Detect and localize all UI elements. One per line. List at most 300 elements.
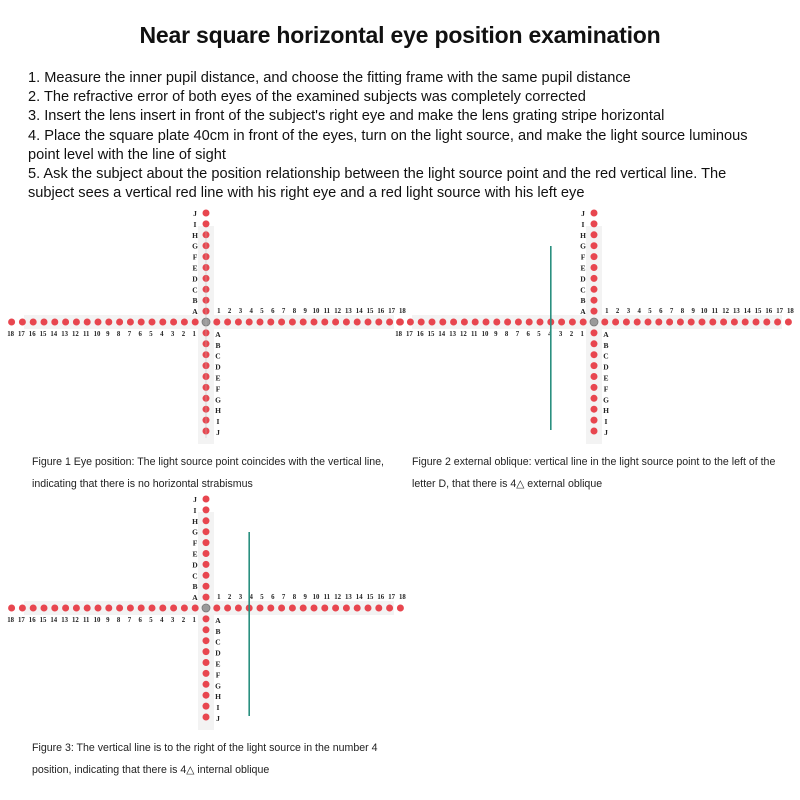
scale-label-number: 16	[377, 594, 385, 601]
scale-dot	[278, 605, 285, 612]
scale-dot	[666, 319, 673, 326]
scale-label-number: 11	[323, 594, 331, 601]
scale-label-number: 9	[691, 308, 695, 315]
scale-label-number: 12	[334, 594, 341, 601]
instruction-step: 2. The refractive error of both eyes of the examined subjects was completely corrected	[28, 89, 586, 106]
scale-label-letter: E	[192, 549, 198, 559]
scale-dot	[181, 319, 188, 326]
scale-label-number: 9	[106, 617, 110, 624]
scale-dot	[429, 319, 436, 326]
scale-dot	[159, 319, 166, 326]
scale-dot	[203, 615, 210, 622]
scale-dot	[41, 605, 48, 612]
scale-label-number: 15	[366, 308, 374, 315]
scale-dot	[203, 220, 210, 227]
scale-dot	[591, 242, 598, 249]
scale-label-number: 7	[127, 331, 132, 338]
scale-dot	[138, 319, 145, 326]
scale-label-letter: I	[216, 703, 220, 713]
scale-label-letter: H	[192, 230, 198, 240]
scale-dot	[688, 319, 695, 326]
scale-dot	[192, 319, 199, 326]
scale-dot	[181, 605, 188, 612]
scale-label-letter: I	[604, 417, 608, 427]
scale-dot	[397, 605, 404, 612]
instruction-step: 3. Insert the lens insert in front of the subject's right eye and make the lens grating stripe horizontal	[28, 108, 665, 125]
scale-dot	[170, 605, 177, 612]
scale-dot	[105, 319, 112, 326]
scale-label-number: 7	[515, 331, 520, 338]
scale-dot	[267, 605, 274, 612]
scale-label-number: 4	[249, 308, 253, 315]
scale-dot	[30, 605, 37, 612]
scale-label-number: 18	[7, 331, 14, 338]
scale-label-letter: C	[192, 285, 198, 295]
scale-dot	[450, 319, 457, 326]
scale-label-letter: A	[192, 307, 198, 317]
scale-dot	[8, 319, 15, 326]
scale-dot	[591, 428, 598, 435]
scale-dot	[591, 210, 598, 217]
scale-label-number: 8	[504, 331, 509, 338]
scale-label-number: 11	[82, 617, 90, 624]
scale-label-number: 7	[281, 308, 286, 315]
scale-dot	[655, 319, 662, 326]
scale-label-number: 15	[366, 594, 374, 601]
scale-dot	[483, 319, 490, 326]
scale-label-number: 2	[569, 331, 574, 338]
scale-dot	[224, 319, 231, 326]
scale-dot	[213, 319, 220, 326]
scale-label-letter: D	[192, 274, 198, 284]
scale-label-number: 5	[260, 308, 264, 315]
scale-dot	[203, 210, 210, 217]
scale-label-letter: A	[192, 593, 198, 603]
scale-dot	[203, 550, 210, 557]
scale-label-letter: E	[215, 659, 221, 669]
scale-label-number: 6	[526, 331, 530, 338]
instruction-list	[28, 69, 773, 203]
scale-label-number: 13	[345, 308, 352, 315]
scale-label-number: 9	[303, 308, 307, 315]
scale-dot	[375, 319, 382, 326]
scale-label-letter: G	[215, 395, 221, 405]
scale-label-letter: H	[215, 406, 221, 416]
scale-dot	[246, 319, 253, 326]
scale-label-number: 10	[312, 594, 320, 601]
scale-label-number: 3	[238, 308, 243, 315]
scale-dot	[332, 319, 339, 326]
scale-dot	[645, 319, 652, 326]
scale-dot	[731, 319, 738, 326]
scale-label-number: 10	[700, 308, 708, 315]
scale-dot	[84, 319, 91, 326]
scale-dot	[203, 648, 210, 655]
scale-label-number: 15	[39, 331, 47, 338]
scale-label-number: 14	[438, 331, 446, 338]
scale-dot	[159, 605, 166, 612]
scale-dot	[591, 351, 598, 358]
scale-label-number: 11	[711, 308, 719, 315]
instruction-step: 5. Ask the subject about the position relationship between the light source point and the red vertical line. The subject sees a vertical red line with his right eye and a red light source with his left eye	[28, 166, 727, 202]
scale-dot	[709, 319, 716, 326]
instruction-step: 1. Measure the inner pupil distance, and choose the fitting frame with the same pupil distance	[28, 70, 631, 86]
scale-dot	[365, 605, 372, 612]
scale-label-number: 15	[427, 331, 435, 338]
scale-label-letter: B	[192, 582, 198, 592]
scale-dot	[591, 329, 598, 336]
scale-label-number: 8	[116, 331, 121, 338]
scale-label-letter: I	[193, 219, 197, 229]
scale-label-number: 5	[537, 331, 541, 338]
scale-label-letter: B	[215, 340, 221, 350]
scale-label-letter: H	[603, 406, 609, 416]
scale-dot	[634, 319, 641, 326]
scale-label-letter: C	[580, 285, 586, 295]
scale-dot	[51, 319, 58, 326]
scale-dot	[95, 319, 102, 326]
scale-label-letter: F	[192, 252, 198, 262]
scale-label-number: 4	[160, 331, 164, 338]
scale-label-letter: J	[193, 209, 197, 218]
scale-dot	[321, 605, 328, 612]
scale-label-number: 13	[449, 331, 456, 338]
scale-label-number: 17	[388, 308, 395, 315]
scale-label-letter: G	[192, 527, 198, 537]
scale-label-letter: B	[580, 296, 586, 306]
scale-label-number: 12	[722, 308, 729, 315]
scale-label-number: 2	[227, 308, 232, 315]
scale-dot	[720, 319, 727, 326]
scale-dot	[289, 605, 296, 612]
scale-label-letter: C	[192, 571, 198, 581]
scale-label-number: 11	[470, 331, 478, 338]
scale-label-letter: A	[215, 329, 221, 339]
scale-dot	[591, 406, 598, 413]
scale-label-letter: E	[580, 263, 586, 273]
scale-dot	[203, 681, 210, 688]
scale-dot	[170, 319, 177, 326]
scale-dot	[127, 605, 134, 612]
scale-label-number: 7	[281, 594, 286, 601]
scale-dot	[203, 703, 210, 710]
scale-dot	[763, 319, 770, 326]
scale-label-letter: G	[603, 395, 609, 405]
scale-dot	[62, 605, 69, 612]
scale-dot	[235, 605, 242, 612]
scale-dot	[203, 637, 210, 644]
scale-dot	[774, 319, 781, 326]
scale-label-number: 8	[292, 594, 297, 601]
scale-dot	[591, 264, 598, 271]
scale-label-letter: B	[192, 296, 198, 306]
scale-label-number: 10	[93, 617, 101, 624]
scale-label-number: 7	[669, 308, 674, 315]
figure-2-caption: Figure 2 external oblique: vertical line in the light source point to the left of the letter D, that there is 4△ external oblique	[412, 456, 776, 490]
scale-label-letter: F	[580, 252, 586, 262]
scale-label-letter: D	[580, 274, 586, 284]
scale-label-number: 6	[138, 617, 142, 624]
scale-label-number: 9	[494, 331, 498, 338]
scale-dot	[19, 605, 26, 612]
scale-dot	[257, 319, 264, 326]
scale-dot	[354, 605, 361, 612]
scale-label-number: 18	[787, 308, 794, 315]
scale-label-number: 17	[388, 594, 395, 601]
scale-label-number: 8	[116, 617, 121, 624]
scale-label-number: 4	[637, 308, 641, 315]
scale-dot	[203, 670, 210, 677]
scale-dot	[267, 319, 274, 326]
scale-label-letter: A	[603, 329, 609, 339]
scale-label-letter: I	[581, 219, 585, 229]
scale-dot	[116, 319, 123, 326]
scale-label-number: 1	[217, 594, 221, 601]
scale-label-number: 9	[303, 594, 307, 601]
scale-label-number: 12	[72, 617, 79, 624]
scale-label-number: 18	[7, 617, 14, 624]
scale-label-number: 4	[249, 594, 253, 601]
scale-label-number: 10	[481, 331, 489, 338]
figure-2	[395, 209, 794, 446]
light-source-point	[590, 318, 598, 326]
scale-label-letter: I	[193, 505, 197, 515]
scale-label-letter: G	[192, 241, 198, 251]
scale-label-number: 11	[82, 331, 90, 338]
scale-label-number: 1	[580, 331, 584, 338]
scale-label-letter: D	[215, 362, 221, 372]
scale-dot	[591, 384, 598, 391]
scale-label-number: 14	[355, 594, 363, 601]
scale-label-letter: C	[215, 637, 221, 647]
scale-label-letter: J	[216, 428, 220, 437]
scale-label-number: 16	[765, 308, 773, 315]
scale-dot	[591, 253, 598, 260]
scale-label-number: 9	[106, 331, 110, 338]
scale-label-number: 5	[260, 594, 264, 601]
scale-dot	[203, 517, 210, 524]
scale-dot	[591, 297, 598, 304]
scale-label-number: 3	[170, 331, 175, 338]
scale-dot	[311, 319, 318, 326]
scale-dot	[30, 319, 37, 326]
scale-label-number: 15	[39, 617, 47, 624]
scale-dot	[623, 319, 630, 326]
scale-dot	[461, 319, 468, 326]
scale-dot	[343, 319, 350, 326]
scale-dot	[203, 539, 210, 546]
scale-dot	[386, 605, 393, 612]
scale-dot	[504, 319, 511, 326]
scale-label-letter: E	[192, 263, 198, 273]
scale-dot	[591, 340, 598, 347]
scale-label-number: 17	[406, 331, 413, 338]
figure-3-caption: Figure 3: The vertical line is to the right of the light source in the number 4 position, indicating that there is 4△ internal oblique	[32, 742, 378, 776]
scale-label-number: 1	[192, 331, 196, 338]
scale-label-number: 3	[626, 308, 631, 315]
scale-dot	[51, 605, 58, 612]
scale-dot	[300, 605, 307, 612]
scale-dot	[365, 319, 372, 326]
scale-dot	[591, 395, 598, 402]
scale-label-letter: H	[192, 516, 198, 526]
scale-label-letter: F	[215, 670, 221, 680]
scale-dot	[343, 605, 350, 612]
scale-label-number: 2	[615, 308, 620, 315]
scale-label-number: 17	[18, 617, 25, 624]
scale-dot	[354, 319, 361, 326]
scale-label-letter: E	[215, 373, 221, 383]
scale-label-letter: G	[580, 241, 586, 251]
scale-label-number: 3	[238, 594, 243, 601]
scale-label-number: 2	[181, 617, 186, 624]
scale-dot	[8, 605, 15, 612]
scale-dot	[62, 319, 69, 326]
scale-dot	[311, 605, 318, 612]
scale-label-number: 3	[558, 331, 563, 338]
light-source-point	[202, 604, 210, 612]
scale-label-number: 17	[18, 331, 25, 338]
scale-dot	[537, 319, 544, 326]
scale-label-number: 13	[61, 617, 68, 624]
scale-dot	[203, 692, 210, 699]
scale-dot	[612, 319, 619, 326]
scale-label-number: 1	[605, 308, 609, 315]
scale-dot	[591, 220, 598, 227]
scale-dot	[386, 319, 393, 326]
scale-dot	[591, 373, 598, 380]
scale-label-letter: F	[603, 384, 609, 394]
scale-label-letter: C	[215, 351, 221, 361]
scale-label-letter: J	[581, 209, 585, 218]
maddox-cross-chart	[7, 209, 406, 446]
scale-label-number: 13	[733, 308, 740, 315]
scale-dot	[742, 319, 749, 326]
scale-label-number: 7	[127, 617, 132, 624]
scale-label-number: 3	[170, 617, 175, 624]
scale-label-number: 1	[217, 308, 221, 315]
figure-3	[7, 495, 406, 732]
scale-dot	[203, 659, 210, 666]
scale-label-number: 4	[160, 617, 164, 624]
scale-dot	[257, 605, 264, 612]
scale-dot	[203, 714, 210, 721]
scale-label-number: 14	[743, 308, 751, 315]
figure-1-caption: Figure 1 Eye position: The light source point coincides with the vertical line, indicating that there is no horizontal strabismus	[32, 456, 384, 490]
scale-label-number: 18	[399, 308, 406, 315]
page-title: Near square horizontal eye position examination	[139, 22, 661, 48]
scale-dot	[203, 506, 210, 513]
scale-dot	[418, 319, 425, 326]
scale-dot	[591, 308, 598, 315]
scale-dot	[213, 605, 220, 612]
scale-dot	[407, 319, 414, 326]
instruction-step: 4. Place the square plate 40cm in front of the eyes, turn on the light source, and make the light source luminous point level with the line of sight	[28, 127, 748, 163]
scale-dot	[439, 319, 446, 326]
scale-label-letter: J	[604, 428, 608, 437]
scale-label-number: 5	[648, 308, 652, 315]
scale-label-letter: H	[580, 230, 586, 240]
scale-dot	[472, 319, 479, 326]
scale-dot	[396, 319, 403, 326]
scale-dot	[601, 319, 608, 326]
scale-label-letter: D	[603, 362, 609, 372]
scale-dot	[41, 319, 48, 326]
scale-dot	[149, 319, 156, 326]
scale-label-number: 4	[548, 331, 552, 338]
scale-dot	[19, 319, 26, 326]
scale-label-number: 13	[345, 594, 352, 601]
scale-dot	[203, 583, 210, 590]
scale-dot	[235, 319, 242, 326]
scale-label-letter: D	[215, 648, 221, 658]
scale-label-letter: D	[192, 560, 198, 570]
scale-label-number: 14	[355, 308, 363, 315]
scale-label-number: 15	[754, 308, 762, 315]
scale-label-number: 17	[776, 308, 783, 315]
scale-label-number: 12	[460, 331, 467, 338]
scale-dot	[203, 594, 210, 601]
scale-label-letter: F	[215, 384, 221, 394]
scale-dot	[192, 605, 199, 612]
scale-label-letter: F	[192, 538, 198, 548]
scale-dot	[332, 605, 339, 612]
scale-dot	[203, 496, 210, 503]
scale-label-number: 11	[323, 308, 331, 315]
scale-label-letter: A	[215, 615, 221, 625]
scale-dot	[591, 417, 598, 424]
maddox-cross-chart	[395, 209, 794, 446]
scale-label-letter: J	[216, 714, 220, 723]
scale-dot	[105, 605, 112, 612]
scale-dot	[493, 319, 500, 326]
scale-dot	[203, 561, 210, 568]
scale-dot	[677, 319, 684, 326]
scale-dot	[138, 605, 145, 612]
scale-label-letter: E	[603, 373, 609, 383]
scale-label-letter: B	[215, 626, 221, 636]
scale-label-letter: A	[580, 307, 586, 317]
scale-dot	[203, 572, 210, 579]
scale-dot	[149, 605, 156, 612]
scale-dot	[84, 605, 91, 612]
scale-label-letter: I	[216, 417, 220, 427]
scale-label-number: 6	[271, 594, 275, 601]
scale-label-number: 5	[149, 617, 153, 624]
scale-label-number: 18	[395, 331, 402, 338]
scale-label-number: 18	[399, 594, 406, 601]
scale-label-letter: J	[193, 495, 197, 504]
maddox-cross-chart	[7, 495, 406, 732]
scale-dot	[591, 286, 598, 293]
scale-label-number: 12	[72, 331, 79, 338]
scale-label-letter: H	[215, 692, 221, 702]
scale-label-number: 5	[149, 331, 153, 338]
scale-dot	[278, 319, 285, 326]
scale-dot	[699, 319, 706, 326]
scale-label-number: 6	[659, 308, 663, 315]
scale-dot	[224, 605, 231, 612]
scale-dot	[591, 231, 598, 238]
scale-dot	[203, 528, 210, 535]
scale-label-number: 16	[416, 331, 424, 338]
scale-dot	[526, 319, 533, 326]
scale-label-number: 14	[50, 617, 58, 624]
scale-label-number: 12	[334, 308, 341, 315]
scale-label-number: 16	[377, 308, 385, 315]
scale-dot	[73, 319, 80, 326]
scale-label-number: 8	[680, 308, 685, 315]
